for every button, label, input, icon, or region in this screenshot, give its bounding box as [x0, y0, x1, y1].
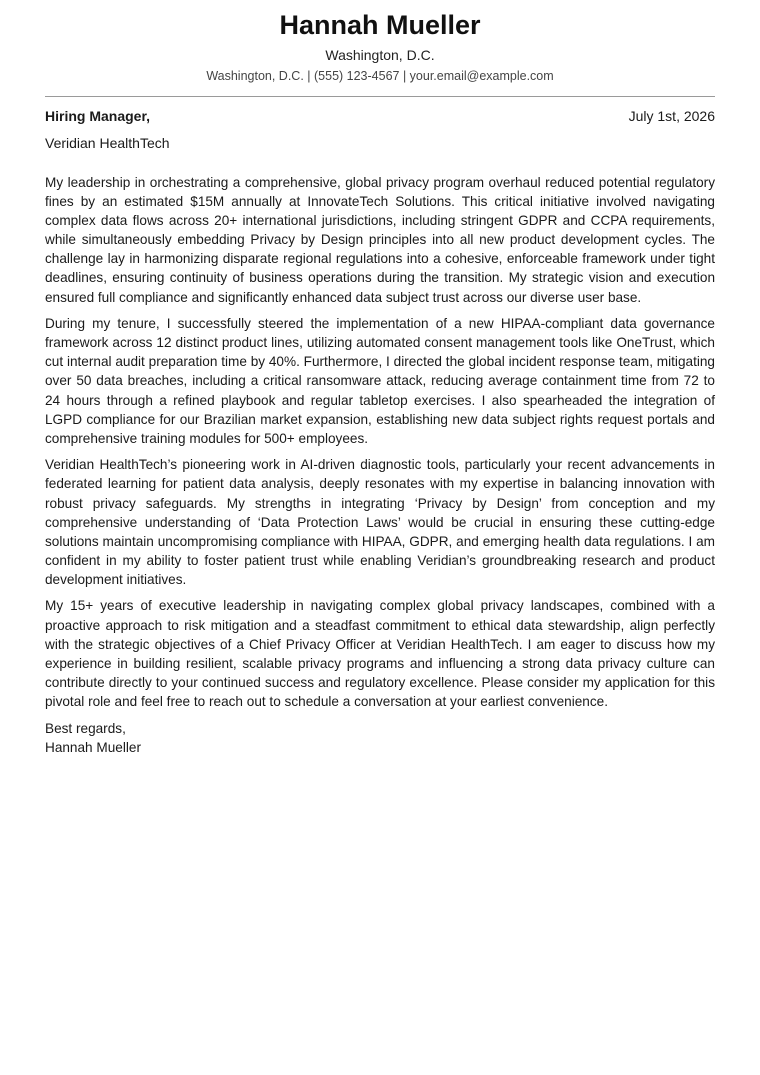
letter-date: July 1st, 2026 — [628, 108, 715, 124]
letter-header — [45, 0, 715, 85]
body-paragraph: My 15+ years of executive leadership in navigating complex global privacy landscapes, combined with a proactive approach to risk mitigation and a steadfast commitment to ethical data stewardship, align perfectly with the strategic objectives of a Chief Privacy Officer at Veridian HealthTech. I am eager to discuss how my experience in building resilient, scalable privacy programs and influencing a strong data privacy culture can contribute directly to your continued success and regulatory excellence. Please consider my application for this pivotal role and feel free to reach out to schedule a conversation at your earliest convenience. — [45, 598, 715, 709]
applicant-name: Hannah Mueller — [279, 10, 481, 40]
contact-line: Washington, D.C. | (555) 123-4567 | your.email@example.com — [206, 69, 554, 83]
header-divider — [45, 96, 715, 97]
recipient-company: Veridian HealthTech — [45, 135, 170, 151]
signature-name: Hannah Mueller — [45, 740, 141, 756]
letter-body — [45, 173, 715, 711]
closing-salutation: Best regards, — [45, 720, 126, 736]
body-paragraph: Veridian HealthTech’s pioneering work in AI-driven diagnostic tools, particularly your recent advancements in federated learning for patient data analysis, deeply resonates with my expertise in balancing innovation with robust privacy safeguards. My strengths in integrating ‘Privacy by Design’ from conception and my comprehensive understanding of ‘Data Protection Laws’ would be crucial in ensuring these cutting-edge solutions maintain uncompromising compliance with HIPAA, GDPR, and emerging health data regulations. I am confident in my ability to foster patient trust while enabling Veridian’s groundbreaking research and product development initiatives. — [45, 457, 715, 587]
recipient-title: Hiring Manager, — [45, 108, 151, 124]
body-paragraph: My leadership in orchestrating a comprehensive, global privacy program overhaul reduced potential regulatory fines by an estimated $15M annually at InnovateTech Solutions. This critical initiative involved navigating complex data flows across 20+ international jurisdictions, including stringent GDPR and CCPA requirements, while simultaneously embedding Privacy by Design principles into all new product development cycles. The challenge lay in harmonizing disparate regional regulations into a cohesive, enforceable framework under tight deadlines, ensuring continuity of business operations during the transition. My strategic vision and execution ensured full compliance and significantly enhanced data subject trust across our diverse user base. — [45, 175, 715, 305]
body-paragraph: During my tenure, I successfully steered the implementation of a new HIPAA-compliant data governance framework across 12 distinct product lines, utilizing automated consent management tools like OneTrust, which cut internal audit preparation time by 40%. Furthermore, I directed the global incident response team, mitigating over 50 data breaches, including a critical ransomware attack, reducing average containment time from 72 to 24 hours through a refined playbook and regular tabletop exercises. I also spearheaded the integration of LGPD compliance for our Brazilian market expansion, establishing new data subject rights request portals and comprehensive training modules for 500+ employees. — [45, 316, 715, 446]
applicant-location: Washington, D.C. — [325, 47, 435, 63]
letter-closing — [45, 719, 715, 758]
recipient-date-row — [45, 106, 715, 126]
